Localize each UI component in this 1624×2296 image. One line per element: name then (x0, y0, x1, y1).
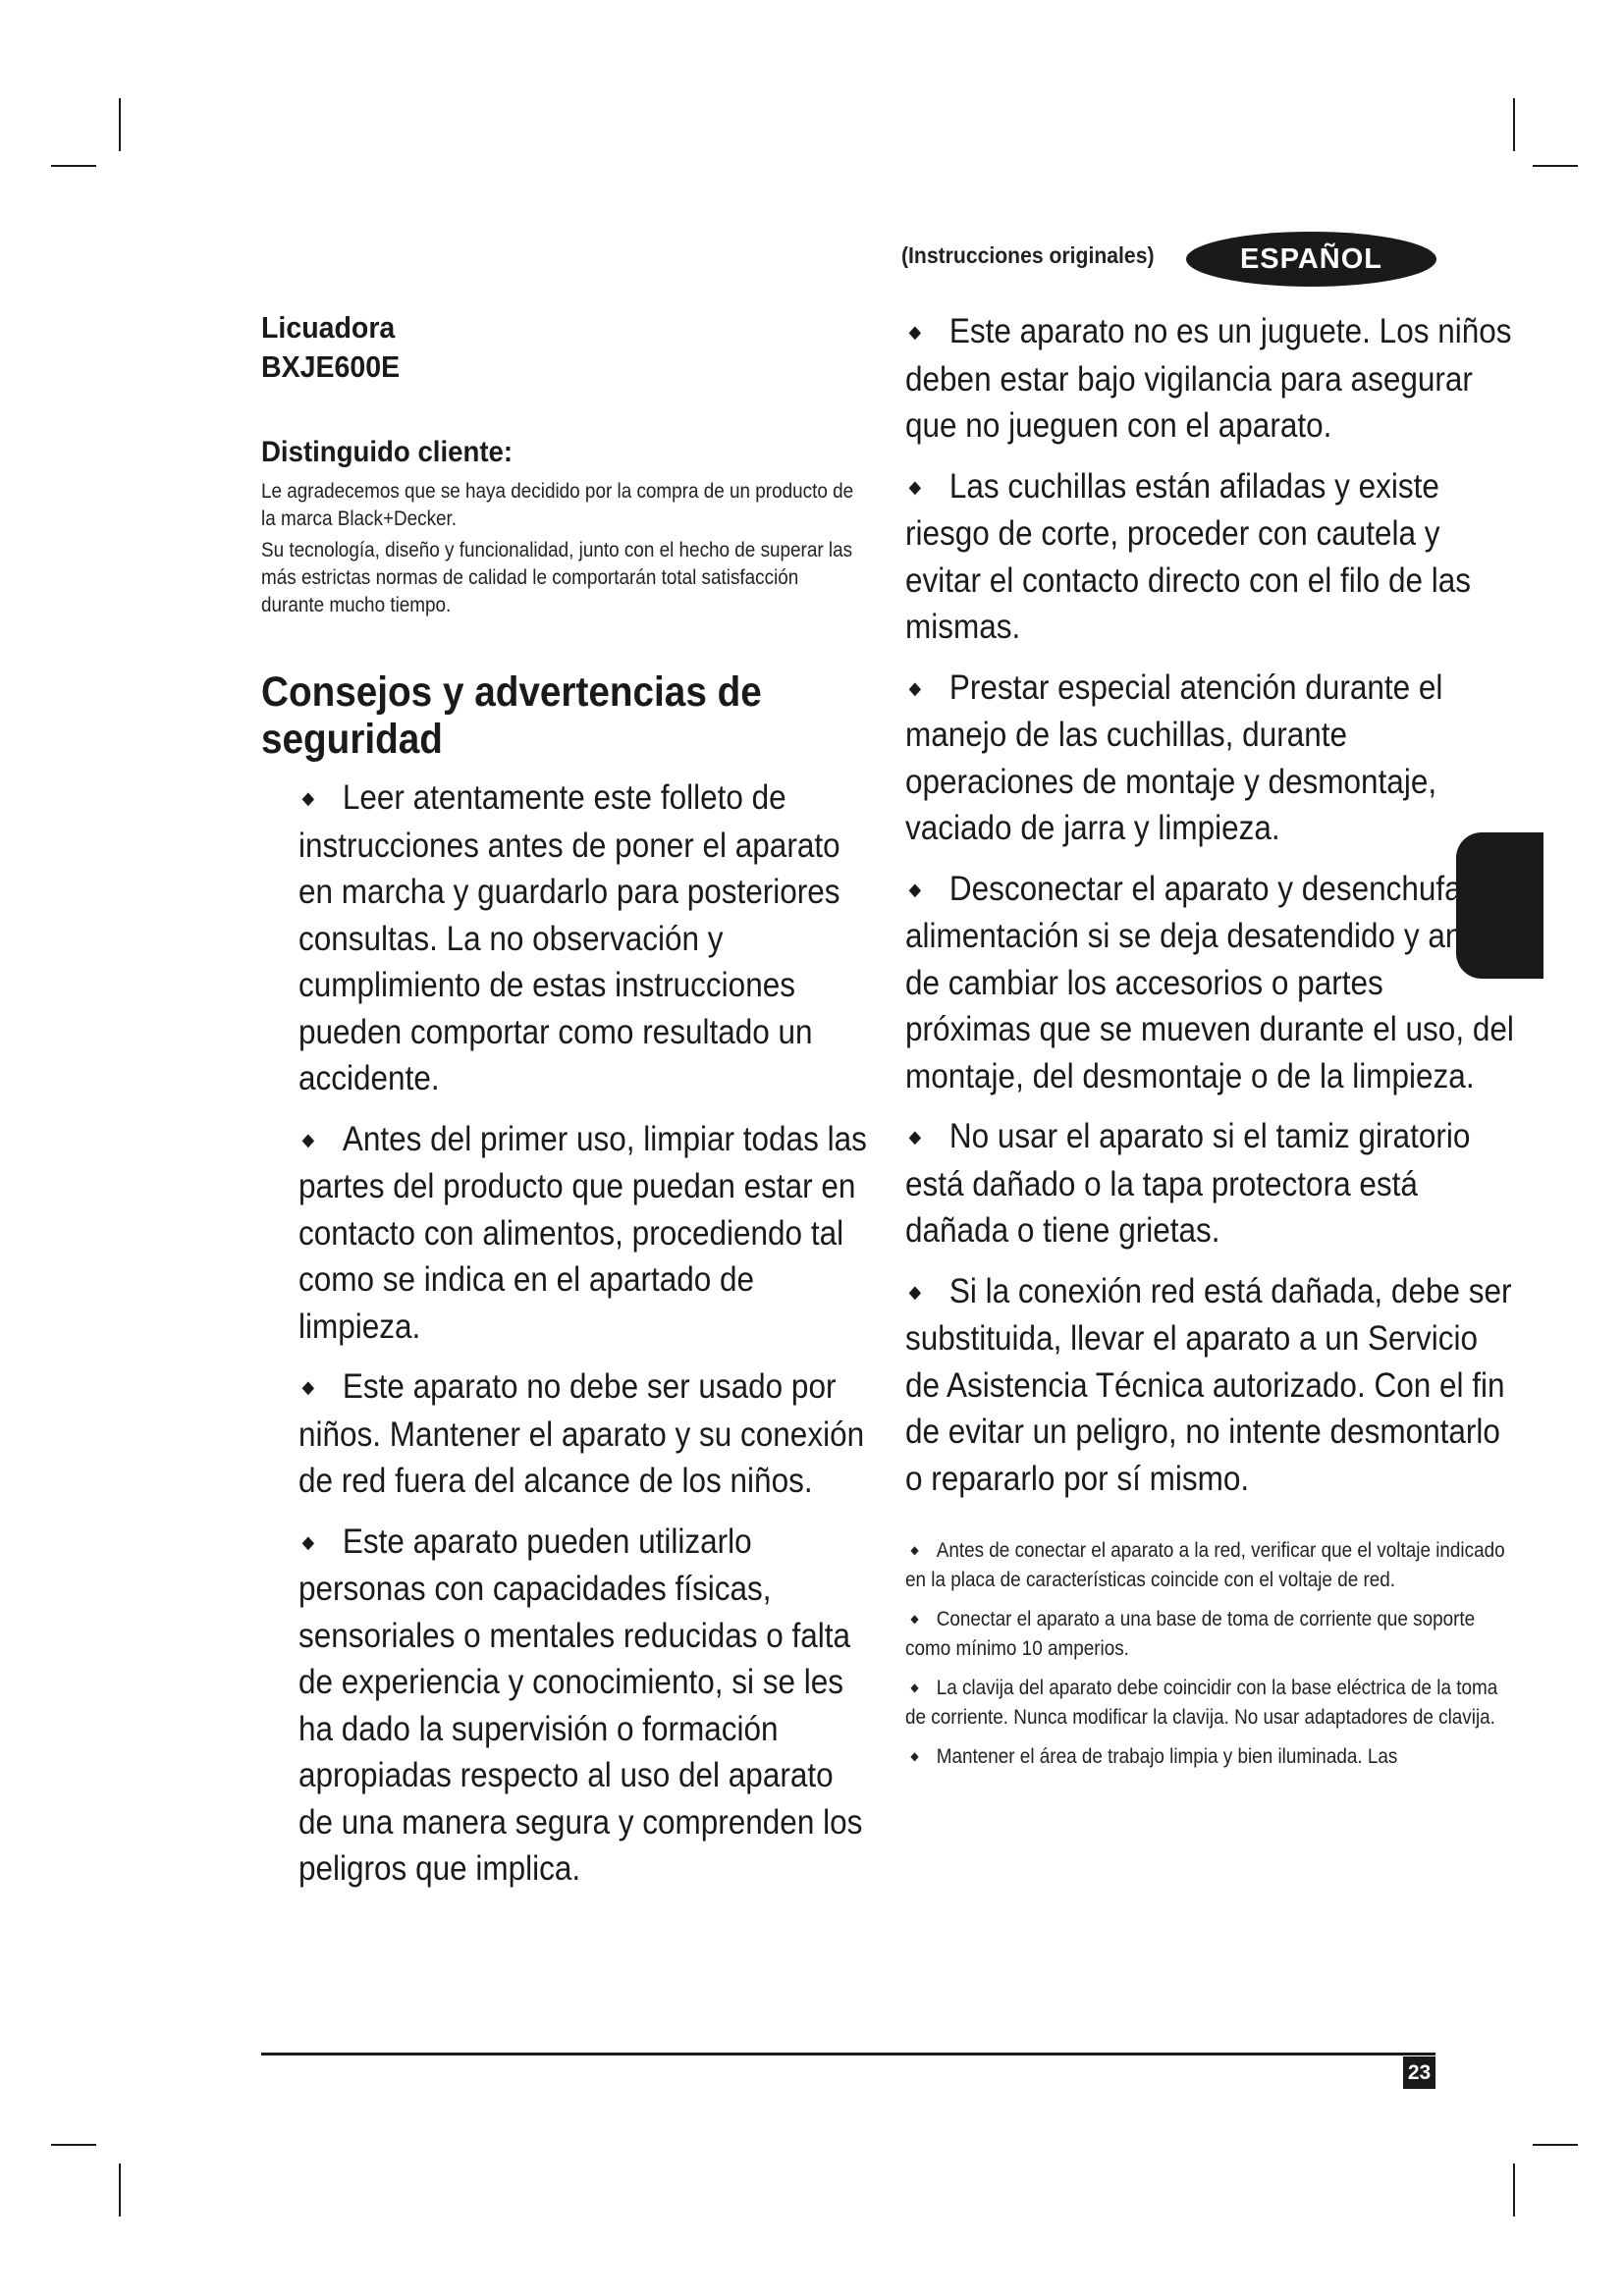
language-badge: ESPAÑOL (1186, 232, 1436, 287)
safety-list-left (261, 774, 867, 1893)
bullet-diamond-icon: ◆ (910, 1681, 919, 1694)
list-item (298, 774, 873, 1102)
greeting-paragraph: Su tecnología, diseño y funcionalidad, junto con el hecho de superar las más estrictas normas de calidad le comportarán total satisfacción durante mucho tiempo. (261, 539, 853, 616)
bullet-diamond-icon: ◆ (910, 1749, 919, 1763)
bullet-diamond-icon: ◆ (908, 1281, 922, 1302)
safety-list-small (905, 1535, 1504, 1772)
crop-mark (51, 2144, 96, 2146)
bullet-diamond-icon: ◆ (908, 322, 922, 342)
list-item (905, 866, 1515, 1100)
list-item (905, 308, 1515, 450)
list-item-text: Antes del primer uso, limpiar todas las partes del producto que puedan estar en contacto con alimentos, procediendo tal como se indica en el apartado de limpieza. (298, 1119, 867, 1346)
left-column (261, 308, 867, 1906)
bullet-diamond-icon: ◆ (908, 476, 922, 497)
list-item-text: Leer atentamente este folleto de instrucciones antes de poner el aparato en marcha y guardarlo para posteriores consultas. La no observación y cumplimiento de estas instrucciones pueden comportar como resultado un accidente. (298, 778, 840, 1097)
crop-mark (1513, 2163, 1515, 2216)
crop-mark (119, 2163, 121, 2216)
bullet-diamond-icon: ◆ (908, 879, 922, 899)
crop-mark (1513, 98, 1515, 151)
list-item (905, 1741, 1506, 1772)
list-item-text: Este aparato no debe ser usado por niños. Mantener el aparato y su conexión de red fuera del alcance de los niños. (298, 1367, 865, 1500)
header-note: (Instrucciones originales) (901, 242, 1155, 268)
list-item-text: Desconectar el aparato y desenchufar la alimentación si se deja desatendido y antes de cambiar los accesorios o partes próximas que se mueven durante el uso, del montaje, del desmontaje o de la limpieza. (905, 869, 1514, 1095)
list-item-text: Si la conexión red está dañada, debe ser substituida, llevar el aparato a un Servicio de Asistencia Técnica autorizado. Con el fin de evitar un peligro, no intente desmontarlo o repararlo por sí mismo. (905, 1271, 1512, 1498)
section-title: Consejos y advertencias de seguridad (261, 668, 762, 763)
bullet-diamond-icon: ◆ (301, 1129, 315, 1149)
crop-mark (1533, 165, 1578, 167)
crop-mark (51, 165, 96, 167)
list-item-text: No usar el aparato si el tamiz giratorio está dañado o la tapa protectora está dañada o tiene grietas. (905, 1117, 1471, 1250)
product-model: BXJE600E (261, 349, 401, 384)
list-item-text: Mantener el área de trabajo limpia y bien iluminada. Las (936, 1745, 1398, 1768)
list-item (905, 1535, 1506, 1595)
product-name: Licuadora (261, 310, 396, 345)
greeting-paragraph: Le agradecemos que se haya decidido por la compra de un producto de la marca Black+Decker. (261, 480, 854, 530)
list-item (298, 1116, 873, 1351)
safety-list-right (905, 308, 1514, 1502)
list-item-text: Prestar especial atención durante el manejo de las cuchillas, durante operaciones de montaje y desmontaje, vaciado de jarra y limpieza. (905, 667, 1443, 847)
list-item-text: Conectar el aparato a una base de toma de corriente que soporte como mínimo 10 amperios. (905, 1608, 1476, 1660)
footer-divider (261, 2053, 1435, 2056)
list-item (905, 1268, 1515, 1503)
list-item (298, 1363, 873, 1505)
list-item (905, 1604, 1506, 1664)
list-item-text: La clavija del aparato debe coincidir con la base eléctrica de la toma de corriente. Nunca modificar la clavija. No usar adaptadores de clavija. (905, 1677, 1498, 1729)
crop-mark (1533, 2144, 1578, 2146)
list-item-text: Las cuchillas están afiladas y existe riesgo de corte, proceder con cautela y evitar el contacto directo con el filo de las mismas. (905, 466, 1472, 646)
list-item (905, 665, 1515, 852)
page-number: 23 (1403, 2056, 1435, 2089)
list-item (298, 1519, 873, 1893)
list-item (905, 463, 1515, 651)
bullet-diamond-icon: ◆ (301, 1377, 315, 1397)
greeting-title: Distinguido cliente: (261, 436, 514, 468)
bullet-diamond-icon: ◆ (908, 677, 922, 698)
list-item-text: Este aparato pueden utilizarlo personas con capacidades físicas, sensoriales o mentales reducidas o falta de experiencia y conocimiento, si se les ha dado la supervisión o formación apropiadas respecto al uso del aparato de una manera segura y comprenden los peligros que implica. (298, 1522, 863, 1888)
list-item (905, 1113, 1515, 1255)
list-item (905, 1673, 1506, 1733)
bullet-diamond-icon: ◆ (910, 1543, 919, 1557)
bullet-diamond-icon: ◆ (908, 1127, 922, 1147)
bullet-diamond-icon: ◆ (301, 1531, 315, 1552)
bullet-diamond-icon: ◆ (301, 788, 315, 808)
bullet-diamond-icon: ◆ (910, 1612, 919, 1626)
crop-mark (119, 98, 121, 151)
list-item-text: Antes de conectar el aparato a la red, verificar que el voltaje indicado en la placa de características coincide con el voltaje de red. (905, 1539, 1505, 1591)
right-column (905, 308, 1514, 1781)
list-item-text: Este aparato no es un juguete. Los niños deben estar bajo vigilancia para asegurar que no jueguen con el aparato. (905, 312, 1512, 445)
